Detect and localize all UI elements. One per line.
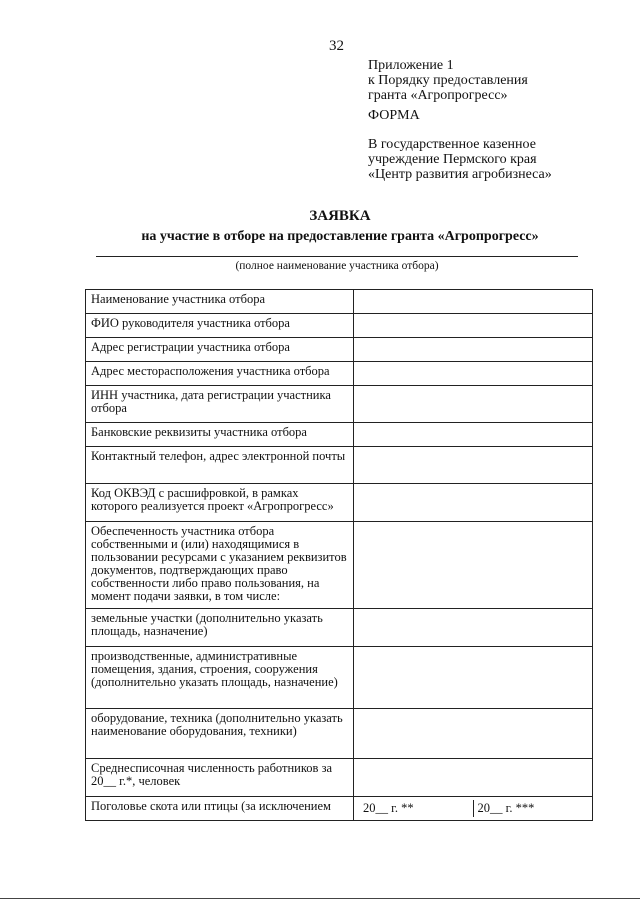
table-row: [86, 759, 593, 797]
year-column-2[interactable]: 20__ г. ***: [477, 801, 535, 815]
table-row: [86, 362, 593, 386]
table-row: [86, 484, 593, 522]
table-row: [86, 709, 593, 759]
page-bottom-edge: [0, 898, 640, 899]
table-row: [86, 423, 593, 447]
row-label: ФИО руководителя участника отбора: [86, 314, 354, 338]
value-cell[interactable]: [354, 338, 593, 362]
row-label: Код ОКВЭД с расшифровкой, в рамках которого реализуется проект «Агропрогресс»: [86, 484, 354, 522]
value-cell[interactable]: [354, 290, 593, 314]
page-number: 32: [329, 38, 344, 54]
addressee-line: «Центр развития агробизнеса»: [368, 167, 552, 182]
application-form-table: [85, 289, 593, 821]
table-row: [86, 797, 593, 821]
row-label: Банковские реквизиты участника отбора: [86, 423, 354, 447]
table-row: [86, 386, 593, 423]
value-cell[interactable]: [354, 362, 593, 386]
split-value-cell: [354, 797, 593, 821]
participant-name-caption: (полное наименование участника отбора): [235, 260, 439, 272]
row-label: производственные, административные помещения, здания, строения, сооружения (дополнительно указать площадь, назначение): [86, 647, 354, 709]
value-cell[interactable]: [354, 709, 593, 759]
table-row: [86, 447, 593, 484]
row-label: Поголовье скота или птицы (за исключением: [86, 797, 354, 821]
value-cell[interactable]: [354, 609, 593, 647]
row-label: оборудование, техника (дополнительно указать наименование оборудования, техники): [86, 709, 354, 759]
addressee-line: В государственное казенное: [368, 137, 536, 152]
table-row: [86, 290, 593, 314]
row-label: Адрес месторасположения участника отбора: [86, 362, 354, 386]
row-label: Адрес регистрации участника отбора: [86, 338, 354, 362]
annex-line: Приложение 1: [368, 58, 454, 73]
table-row: [86, 647, 593, 709]
document-subtitle: на участие в отборе на предоставление гранта «Агропрогресс»: [141, 229, 539, 244]
document-title: ЗАЯВКА: [309, 208, 371, 224]
row-label: земельные участки (дополнительно указать площадь, назначение): [86, 609, 354, 647]
row-label: Наименование участника отбора: [86, 290, 354, 314]
value-cell[interactable]: [354, 314, 593, 338]
value-cell[interactable]: [354, 522, 593, 609]
form-label: ФОРМА: [368, 108, 420, 123]
value-cell[interactable]: [354, 759, 593, 797]
row-label: Среднесписочная численность работников за 20__ г.*, человек: [86, 759, 354, 797]
row-label: Обеспеченность участника отбора собственными и (или) находящимися в пользовании ресурсами с указанием реквизитов документов, подтверждающих право собственности либо право пользования, на момент подачи заявки, в том числе:: [86, 522, 354, 609]
table-row: [86, 314, 593, 338]
annex-block: [368, 58, 528, 103]
table-row: [86, 522, 593, 609]
annex-line: гранта «Агропрогресс»: [368, 88, 508, 103]
addressee-block: [368, 137, 552, 182]
row-label: Контактный телефон, адрес электронной почты: [86, 447, 354, 484]
value-cell[interactable]: [354, 484, 593, 522]
value-cell[interactable]: [354, 423, 593, 447]
addressee-line: учреждение Пермского края: [368, 152, 537, 167]
value-cell[interactable]: [354, 386, 593, 423]
table-row: [86, 338, 593, 362]
year-column-1[interactable]: 20__ г. **: [359, 800, 474, 817]
value-cell[interactable]: [354, 647, 593, 709]
row-label: ИНН участника, дата регистрации участника отбора: [86, 386, 354, 423]
annex-line: к Порядку предоставления: [368, 73, 528, 88]
table-row: [86, 609, 593, 647]
participant-name-line[interactable]: [96, 256, 578, 257]
value-cell[interactable]: [354, 447, 593, 484]
